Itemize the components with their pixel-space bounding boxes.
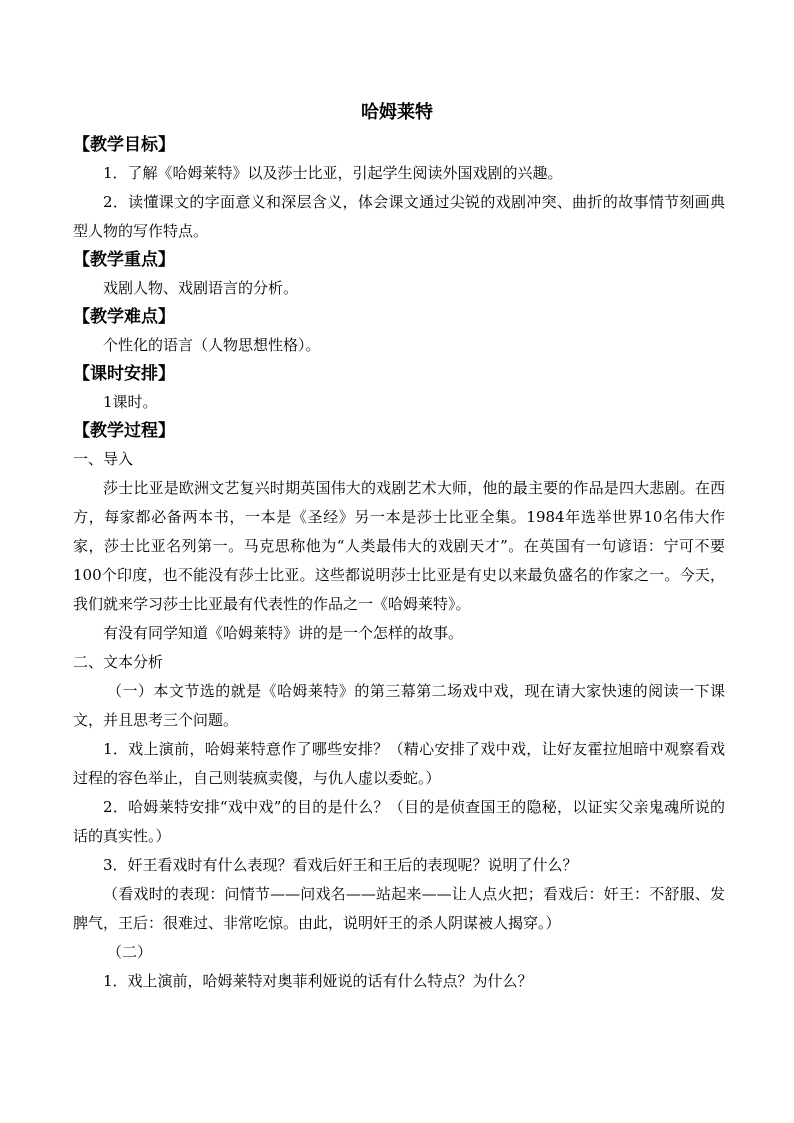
part1-intro: （一）本文节选的就是《哈姆莱特》的第三幕第二场戏中戏，现在请大家快速的阅读一下课文，并且思考三个问题。: [73, 682, 725, 729]
heading-schedule: 【课时安排】: [73, 364, 175, 384]
intro-question: 有没有同学知道《哈姆莱特》讲的是一个怎样的故事。: [103, 624, 464, 642]
part2-heading: （二）: [107, 943, 153, 961]
heading-teaching-goals: 【教学目标】: [73, 135, 175, 155]
question-3-answer: （看戏时的表现：问情节——问戏名——站起来——让人点火把；看戏后：奸王：不舒服、发脾气，王后：很难过、非常吃惊。由此，说明奸王的杀人阴谋被人揭穿。）: [73, 885, 725, 932]
heading-difficulties: 【教学难点】: [73, 307, 175, 327]
key-points-text: 戏剧人物、戏剧语言的分析。: [103, 279, 299, 297]
document-body: [73, 131, 725, 996]
question-3: 3．奸王看戏时有什么表现？看戏后奸王和王后的表现呢？说明了什么？: [103, 856, 578, 874]
difficulties-text: 个性化的语言（人物思想性格）。: [103, 336, 321, 354]
part2-question-1: 1．戏上演前，哈姆莱特对奥菲利娅说的话有什么特点？为什么？: [103, 972, 533, 990]
question-2: 2．哈姆莱特安排“戏中戏”的目的是什么？（目的是侦查国王的隐秘，以证实父亲鬼魂所说的话的真实性。）: [73, 798, 725, 845]
heading-process: 【教学过程】: [73, 421, 175, 441]
intro-text: 莎士比亚是欧洲文艺复兴时期英国伟大的戏剧艺术大师，他的最主要的作品是四大悲剧。在西方，每家都必备两本书，一本是《圣经》另一本是莎士比亚全集。1984年选举世界10名伟大作家，莎士比亚名列第一。马克思称他为“人类最伟大的戏剧天才”。在英国有一句谚语：宁可不要100个印度，也不能没有莎士比亚。这些都说明莎士比亚是有史以来最负盛名的作家之一。今天，我们就来学习莎士比亚最有代表性的作品之一《哈姆莱特》。: [73, 479, 725, 613]
question-1: 1．戏上演前，哈姆莱特意作了哪些安排？（精心安排了戏中戏，让好友霍拉旭暗中观察看戏过程的容色举止，自己则装疯卖傻，与仇人虚以委蛇。）: [73, 740, 725, 787]
goal-item-1: 1．了解《哈姆莱特》以及莎士比亚，引起学生阅读外国戏剧的兴趣。: [103, 164, 563, 182]
goal-item-2: 2．读懂课文的字面意义和深层含义，体会课文通过尖锐的戏剧冲突、曲折的故事情节刻画典型人物的写作特点。: [73, 193, 725, 240]
heading-key-points: 【教学重点】: [73, 250, 175, 270]
document-title: 哈姆莱特: [361, 102, 433, 123]
schedule-text: 1课时。: [103, 393, 158, 411]
intro-heading: 一、导入: [73, 450, 134, 468]
analysis-heading: 二、文本分析: [73, 653, 164, 671]
